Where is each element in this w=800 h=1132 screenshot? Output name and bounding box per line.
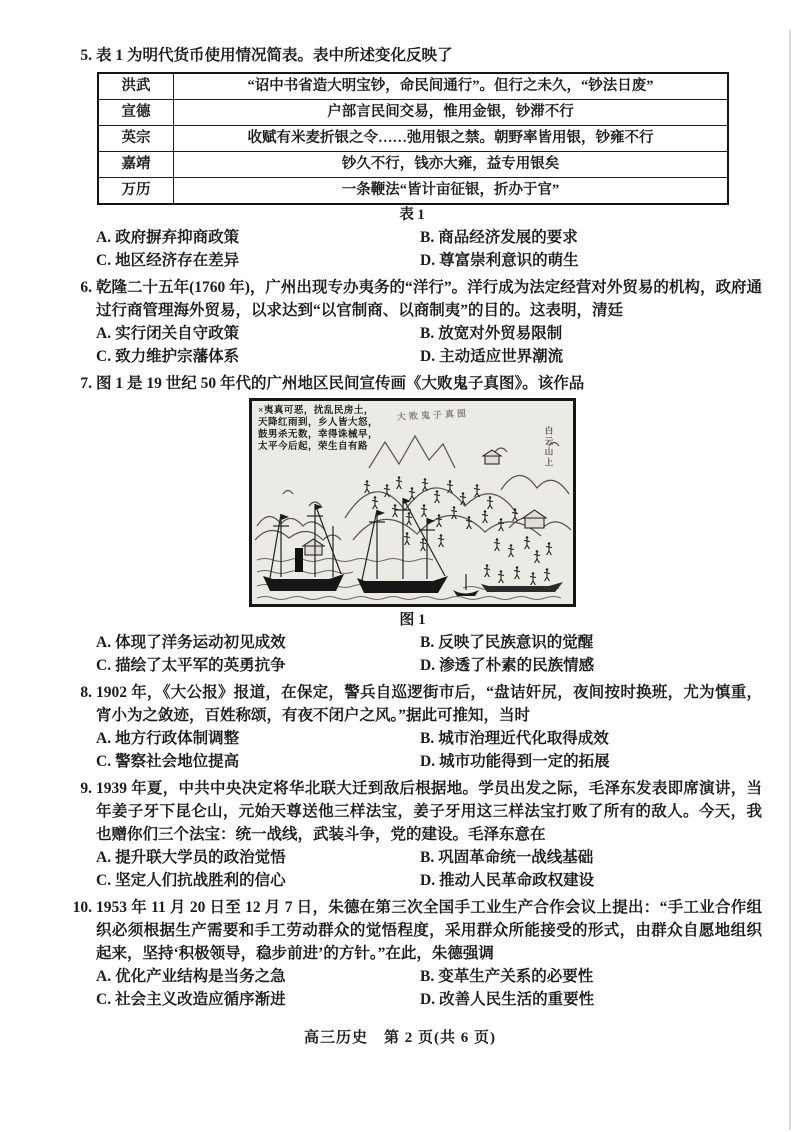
question-stem: 1902 年，《大公报》报道，在保定，警兵自巡逻街市后，“盘诘奸尻，夜间按时换班，尤为慎重，宵小为之敛迹，百姓称颂，有夜不闭户之风。”据此可推知，当时 xyxy=(96,684,762,724)
question-7 xyxy=(62,372,762,677)
table-row xyxy=(98,152,728,178)
option-label: C. xyxy=(96,872,112,889)
option-text: 政府摒弃抑商政策 xyxy=(115,229,240,246)
option-label: D. xyxy=(420,872,436,889)
option-label: C. xyxy=(96,252,112,269)
table-row xyxy=(98,100,728,126)
question-number: 9. xyxy=(80,780,92,797)
option-a xyxy=(96,322,420,345)
option-text: 商品经济发展的要求 xyxy=(438,229,578,246)
options-row xyxy=(96,322,762,345)
option-text: 体现了洋务运动初见成效 xyxy=(115,634,286,651)
option-text: 地区经济存在差异 xyxy=(115,252,240,269)
era-cell: 英宗 xyxy=(98,126,174,152)
option-label: C. xyxy=(96,753,112,770)
era-cell: 洪武 xyxy=(98,73,174,100)
options-row xyxy=(96,654,762,677)
options-row xyxy=(96,750,762,773)
question-stem: 图 1 是 19 世纪 50 年代的广州地区民间宣传画《大败鬼子真图》。该作品 xyxy=(96,375,585,392)
option-d xyxy=(420,988,594,1011)
option-c xyxy=(96,750,420,773)
question-10 xyxy=(62,896,762,1011)
hill-label: 白云山上 xyxy=(544,426,554,468)
option-text: 坚定人们抗战胜利的信心 xyxy=(115,872,286,889)
option-label: B. xyxy=(420,849,435,866)
page-content xyxy=(62,44,762,1015)
option-text: 描绘了太平军的英勇抗争 xyxy=(115,657,286,674)
verse-line: ×夷真可恶，扰乱民房土， xyxy=(258,406,374,416)
option-a xyxy=(96,727,420,750)
question-stem: 表 1 为明代货币使用情况简表。表中所述变化反映了 xyxy=(96,47,453,64)
option-label: A. xyxy=(96,325,112,342)
verse-line: 鼓男杀无数，幸得诛械早， xyxy=(258,430,379,440)
question-5 xyxy=(62,44,762,272)
option-text: 实行闭关自守政策 xyxy=(115,325,240,342)
verse-line: 太平今后起，荣生自有路 xyxy=(258,442,369,452)
question-6 xyxy=(62,276,762,368)
option-label: B. xyxy=(420,968,435,985)
options-row xyxy=(96,965,762,988)
options-row xyxy=(96,226,762,249)
option-label: C. xyxy=(96,348,112,365)
option-c xyxy=(96,869,420,892)
option-text: 致力维护宗藩体系 xyxy=(115,348,240,365)
option-label: B. xyxy=(420,229,435,246)
options-row xyxy=(96,846,762,869)
option-a xyxy=(96,631,420,654)
option-text: 城市功能得到一定的拓展 xyxy=(439,753,610,770)
page-footer: 高三历史 第 2 页(共 6 页) xyxy=(304,1030,496,1046)
option-label: C. xyxy=(96,991,112,1008)
option-c xyxy=(96,249,420,272)
option-label: A. xyxy=(96,849,112,866)
option-text: 尊富崇利意识的萌生 xyxy=(439,252,579,269)
figure-caption: 图 1 xyxy=(399,612,426,628)
option-text: 提升联大学员的政治觉悟 xyxy=(115,849,286,866)
options-row xyxy=(96,345,762,368)
options-row xyxy=(96,249,762,272)
option-label: A. xyxy=(96,968,112,985)
option-b xyxy=(420,322,562,345)
desc-cell: 钞久不行，钱亦大雍，益专用银矣 xyxy=(174,152,729,178)
option-text: 社会主义改造应循序渐进 xyxy=(115,991,286,1008)
options-row xyxy=(96,727,762,750)
option-c xyxy=(96,345,420,368)
table-row xyxy=(98,73,728,100)
option-text: 改善人民生活的重要性 xyxy=(439,991,595,1008)
option-label: A. xyxy=(96,730,112,747)
question-number: 10. xyxy=(72,899,92,916)
propaganda-woodcut-image xyxy=(249,398,576,607)
option-c xyxy=(96,654,420,677)
option-a xyxy=(96,965,420,988)
option-label: D. xyxy=(420,657,436,674)
option-label: B. xyxy=(420,730,435,747)
option-label: C. xyxy=(96,657,112,674)
option-text: 放宽对外贸易限制 xyxy=(438,325,563,342)
options-row xyxy=(96,988,762,1011)
option-label: B. xyxy=(420,325,435,342)
question-stem: 1953 年 11 月 20 日至 12 月 7 日，朱德在第三次全国手工业生产合作会议上提出：“手工业合作组织必须根据生产需要和手工劳动群众的觉悟程度，采用群众所能接受的形式，由群众自愿地组织起来，坚持‘积极领导，稳步前进’的方针。”在此，朱德强调 xyxy=(96,899,762,962)
option-text: 城市治理近代化取得成效 xyxy=(438,730,609,747)
options-row xyxy=(96,631,762,654)
era-cell: 宣德 xyxy=(98,100,174,126)
option-text: 主动适应世界潮流 xyxy=(439,348,564,365)
question-number: 8. xyxy=(80,684,92,701)
option-d xyxy=(420,654,594,677)
option-text: 优化产业结构是当务之急 xyxy=(115,968,286,985)
desc-cell: 一条鞭法“皆计亩征银，折办于官” xyxy=(174,178,729,205)
desc-cell: “诏中书省造大明宝钞，命民间通行”。但行之未久，“钞法日废” xyxy=(174,73,729,100)
option-text: 变革生产关系的必要性 xyxy=(438,968,594,985)
verse-text xyxy=(258,405,378,453)
option-text: 警察社会地位提高 xyxy=(115,753,240,770)
option-d xyxy=(420,869,594,892)
option-b xyxy=(420,226,578,249)
desc-cell: 户部言民间交易，惟用金银，钞滞不行 xyxy=(174,100,729,126)
option-text: 推动人民革命政权建设 xyxy=(439,872,595,889)
option-label: D. xyxy=(420,252,436,269)
option-label: A. xyxy=(96,634,112,651)
figure-1 xyxy=(249,398,576,631)
option-text: 渗透了朴素的民族情感 xyxy=(439,657,595,674)
option-text: 反映了民族意识的觉醒 xyxy=(438,634,594,651)
currency-table xyxy=(97,72,729,205)
question-number: 7. xyxy=(80,375,92,392)
option-label: D. xyxy=(420,348,436,365)
option-d xyxy=(420,345,563,368)
option-a xyxy=(96,226,420,249)
option-a xyxy=(96,846,420,869)
table-row xyxy=(98,178,728,205)
option-label: B. xyxy=(420,634,435,651)
verse-line: 天降红雨到，乡人皆大怒， xyxy=(258,418,379,428)
question-9 xyxy=(62,777,762,892)
option-text: 地方行政体制调整 xyxy=(115,730,240,747)
question-8 xyxy=(62,681,762,773)
question-stem: 1939 年夏，中共中央决定将华北联大迁到敌后根据地。学员出发之际，毛泽东发表即席演讲，当年姜子牙下昆仑山，元始天尊送他三样法宝，姜子牙用这三样法宝打败了所有的敌人。今天，我也赠你们三个法宝：统一战线，武装斗争，党的建设。毛泽东意在 xyxy=(96,780,762,843)
question-number: 6. xyxy=(80,279,92,296)
table-row xyxy=(98,126,728,152)
era-cell: 嘉靖 xyxy=(98,152,174,178)
option-b xyxy=(420,965,593,988)
option-label: D. xyxy=(420,753,436,770)
question-stem: 乾隆二十五年(1760 年)，广州出现专办夷务的“洋行”。洋行成为法定经营对外贸易的机构，政府通过行商管理海外贸易，以求达到“以官制商、以商制夷”的目的。这表明，清廷 xyxy=(96,279,762,319)
option-b xyxy=(420,631,593,654)
option-b xyxy=(420,846,593,869)
option-text: 巩固革命统一战线基础 xyxy=(438,849,594,866)
desc-cell: 收赋有米麦折银之令……弛用银之禁。朝野率皆用银，钞雍不行 xyxy=(174,126,729,152)
option-c xyxy=(96,988,420,1011)
option-d xyxy=(420,249,579,272)
picture-title: 大败鬼子真图 xyxy=(396,408,470,422)
era-cell: 万历 xyxy=(98,178,174,205)
table-caption: 表 1 xyxy=(399,207,425,223)
options-row xyxy=(96,869,762,892)
option-d xyxy=(420,750,610,773)
option-b xyxy=(420,727,609,750)
question-number: 5. xyxy=(80,47,92,64)
option-label: D. xyxy=(420,991,436,1008)
scan-artifact-line xyxy=(789,30,791,1130)
option-label: A. xyxy=(96,229,112,246)
